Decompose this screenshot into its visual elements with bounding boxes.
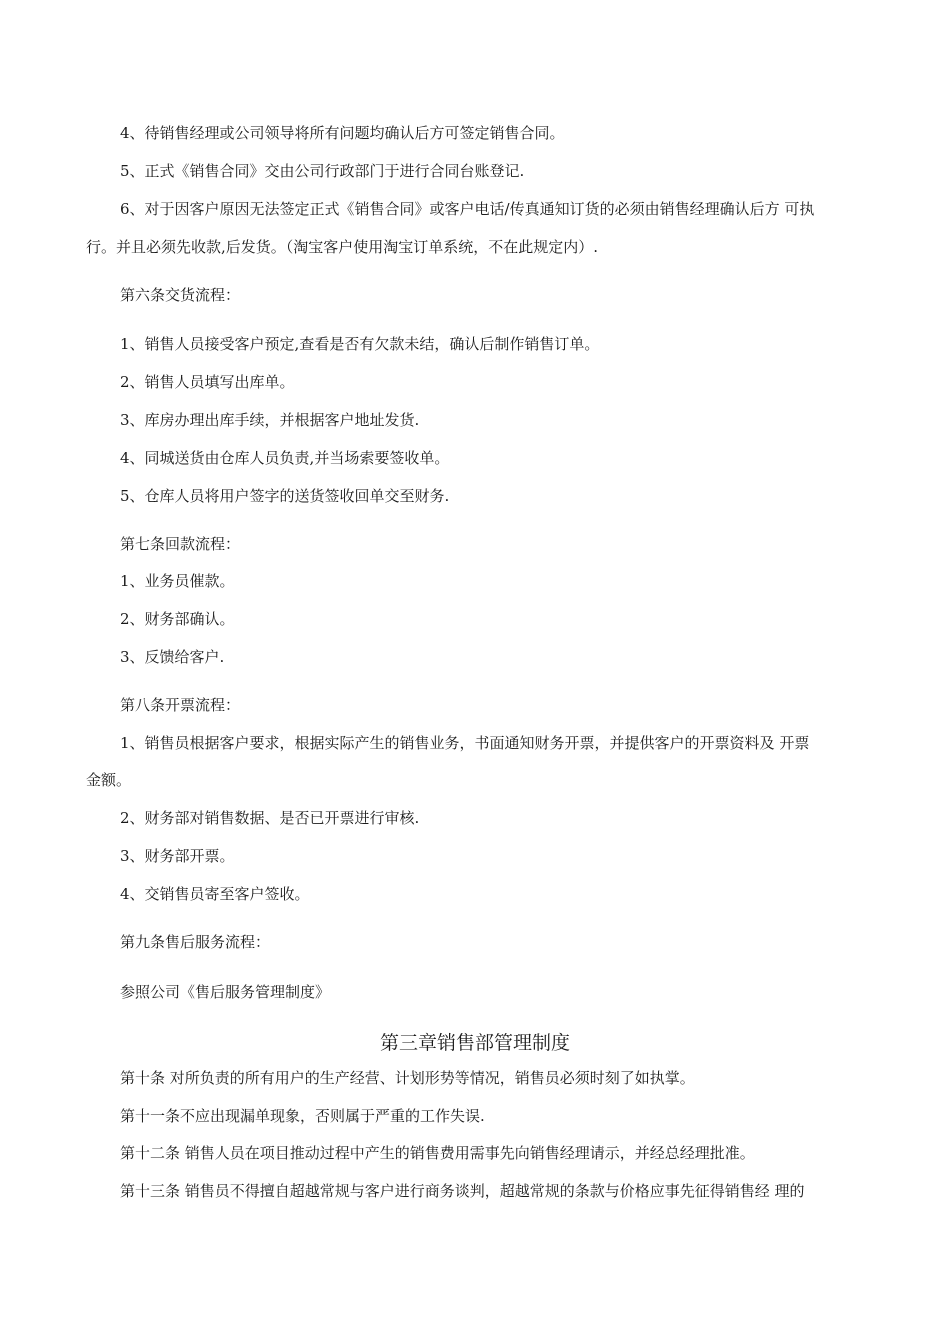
paragraph-item-5: 5、正式《销售合同》交由公司行政部门于进行合同台账登记. <box>120 162 525 180</box>
article-7-item-1: 1、业务员催款。 <box>120 572 235 590</box>
article-7-title: 第七条回款流程： <box>120 535 241 553</box>
chapter-3-heading: 第三章销售部管理制度 <box>379 1032 570 1054</box>
article-8-item-4: 4、交销售员寄至客户签收。 <box>120 885 310 903</box>
article-8-item-1-line-1: 1、销售员根据客户要求，根据实际产生的销售业务，书面通知财务开票，并提供客户的开票资料及 开票 <box>120 734 810 752</box>
article-13: 第十三条 销售员不得擅自超越常规与客户进行商务谈判，超越常规的条款与价格应事先征得销售经 理的 <box>120 1182 805 1200</box>
article-9-title: 第九条售后服务流程： <box>120 933 271 951</box>
article-6-item-2: 2、销售人员填写出库单。 <box>120 373 295 391</box>
article-8-title: 第八条开票流程： <box>120 696 241 714</box>
paragraph-item-6-line-1: 6、对于因客户原因无法签定正式《销售合同》或客户电话/传真通知订货的必须由销售经理确认后方 可执 <box>120 200 815 218</box>
article-11: 第十一条不应出现漏单现象，否则属于严重的工作失误. <box>120 1107 485 1125</box>
article-10: 第十条 对所负责的所有用户的生产经营、计划形势等情况，销售员必须时刻了如执掌。 <box>120 1069 695 1087</box>
article-8-item-3: 3、财务部开票。 <box>120 847 235 865</box>
article-8-item-1-line-2: 金额。 <box>86 771 132 789</box>
article-7-item-2: 2、财务部确认。 <box>120 610 235 628</box>
article-12: 第十二条 销售人员在项目推动过程中产生的销售费用需事先向销售经理请示，并经总经理批准。 <box>120 1144 755 1162</box>
article-9-text: 参照公司《售后服务管理制度》 <box>120 983 331 1001</box>
article-6-title: 第六条交货流程： <box>120 286 241 304</box>
article-8-item-2: 2、财务部对销售数据、是否已开票进行审核. <box>120 809 420 827</box>
paragraph-item-6-line-2: 行。并且必须先收款,后发货。（淘宝客户使用淘宝订单系统，不在此规定内）. <box>86 238 599 256</box>
article-6-item-5: 5、仓库人员将用户签字的送货签收回单交至财务. <box>120 487 450 505</box>
article-6-item-4: 4、同城送货由仓库人员负责,并当场索要签收单。 <box>120 449 450 467</box>
paragraph-item-4: 4、待销售经理或公司领导将所有问题均确认后方可签定销售合同。 <box>120 124 565 142</box>
article-6-item-1: 1、销售人员接受客户预定,查看是否有欠款未结，确认后制作销售订单。 <box>120 335 600 353</box>
article-7-item-3: 3、反馈给客户. <box>120 648 225 666</box>
article-6-item-3: 3、库房办理出库手续，并根据客户地址发货. <box>120 411 420 429</box>
